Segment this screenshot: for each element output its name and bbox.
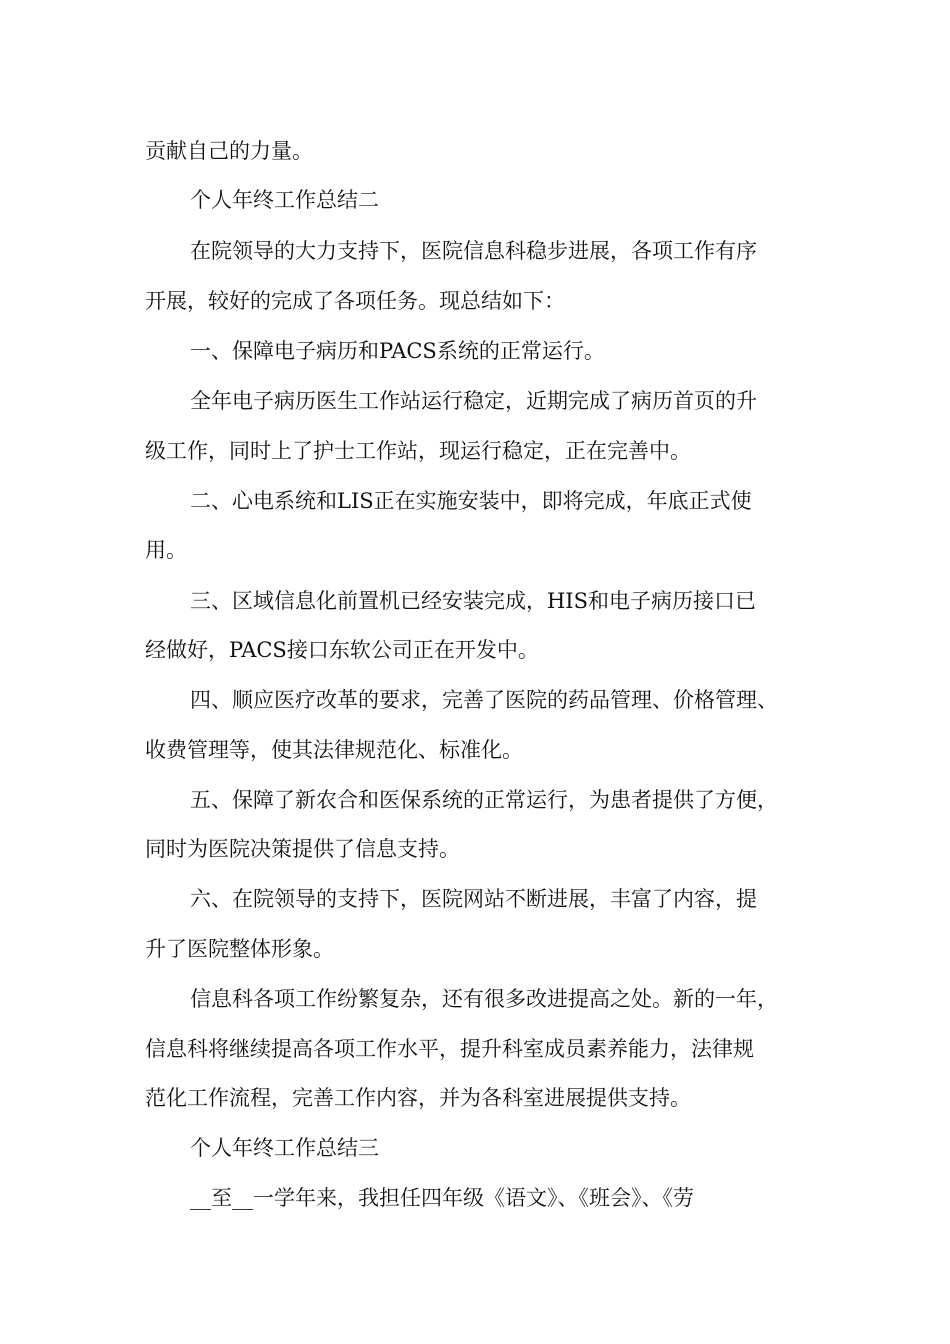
text-line: 用。 bbox=[145, 538, 187, 562]
text-line: 一、保障电子病历和PACS系统的正常运行。 bbox=[190, 339, 605, 363]
section-heading: 个人年终工作总结三 bbox=[190, 1136, 379, 1160]
text-line: 贡献自己的力量。 bbox=[145, 139, 313, 163]
text-line: 在院领导的大力支持下，医院信息科稳步进展，各项工作有序 bbox=[190, 239, 757, 263]
text-line: 信息科将继续提高各项工作水平，提升科室成员素养能力，法律规 bbox=[145, 1037, 754, 1061]
text-line: 二、心电系统和LIS正在实施安装中，即将完成，年底正式使 bbox=[190, 489, 752, 513]
text-line: 信息科各项工作纷繁复杂，还有很多改进提高之处。新的一年， bbox=[190, 987, 778, 1011]
text-line: 范化工作流程，完善工作内容，并为各科室进展提供支持。 bbox=[145, 1086, 691, 1110]
text-line: 四、顺应医疗改革的要求，完善了医院的药品管理、价格管理、 bbox=[190, 688, 778, 712]
text-line: 级工作，同时上了护士工作站，现运行稳定，正在完善中。 bbox=[145, 439, 691, 463]
text-line: __至__一学年来，我担任四年级《语文》、《班会》、《劳 bbox=[190, 1186, 694, 1210]
text-line: 三、区域信息化前置机已经安装完成，HIS和电子病历接口已 bbox=[190, 589, 756, 613]
text-line: 经做好，PACS接口东软公司正在开发中。 bbox=[145, 638, 539, 662]
text-line: 升了医院整体形象。 bbox=[145, 937, 334, 961]
section-heading: 个人年终工作总结二 bbox=[190, 188, 379, 212]
text-line: 五、保障了新农合和医保系统的正常运行，为患者提供了方便， bbox=[190, 788, 778, 812]
text-line: 全年电子病历医生工作站运行稳定，近期完成了病历首页的升 bbox=[190, 389, 757, 413]
text-line: 开展，较好的完成了各项任务。现总结如下： bbox=[145, 289, 565, 313]
text-line: 收费管理等，使其法律规范化、标准化。 bbox=[145, 738, 523, 762]
text-line: 同时为医院决策提供了信息支持。 bbox=[145, 837, 460, 861]
text-line: 六、在院领导的支持下，医院网站不断进展，丰富了内容，提 bbox=[190, 887, 757, 911]
